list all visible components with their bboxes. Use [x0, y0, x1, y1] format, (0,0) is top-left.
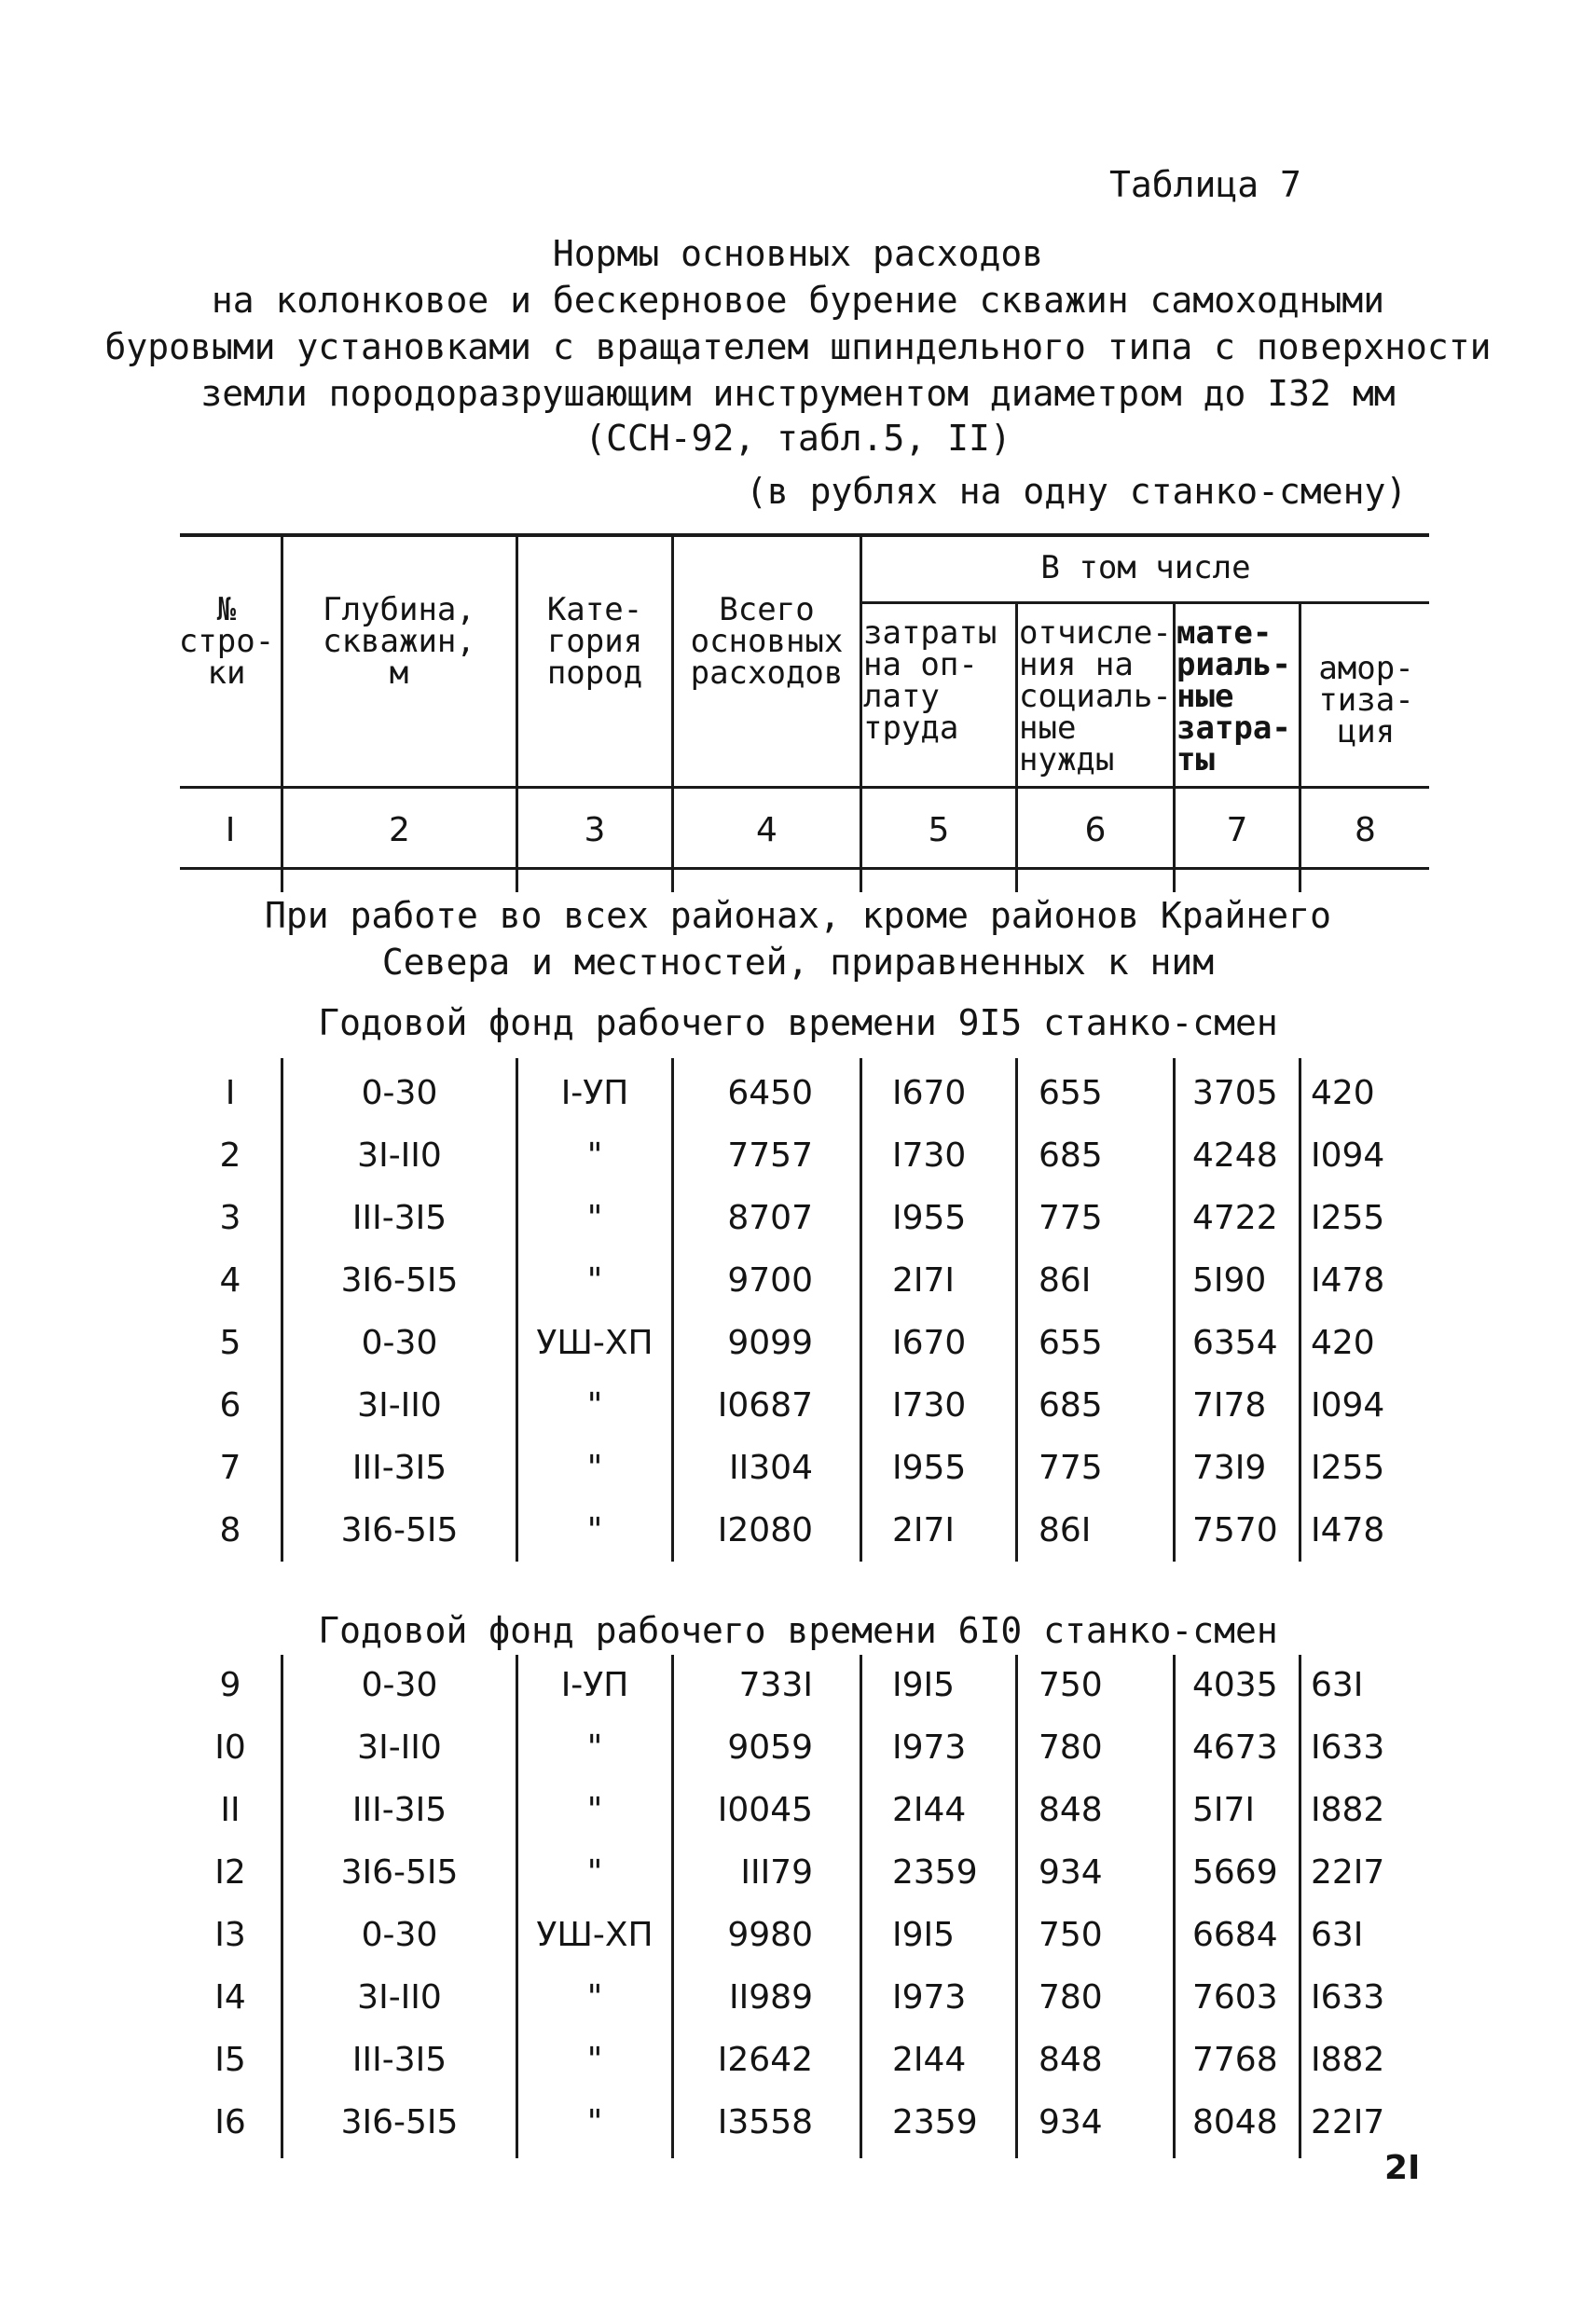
- cell-social-contributions: 750: [1039, 1916, 1103, 1954]
- cell-total-costs: 9059: [727, 1728, 813, 1767]
- cell-depth: III-3I5: [351, 2041, 447, 2079]
- cell-depreciation: I633: [1311, 1978, 1385, 2017]
- title-line-1: Нормы основных расходов: [552, 233, 1044, 274]
- col-number-7: 7: [1226, 811, 1248, 849]
- cell-social-contributions: 685: [1039, 1386, 1103, 1425]
- header-labor-costs: затраты на оп- лату труда: [863, 614, 998, 747]
- cell-social-contributions: 848: [1039, 1791, 1103, 1829]
- header-rock-category: Кате- гория пород: [546, 591, 643, 692]
- section-note-line-1: При работе во всех районах, кроме районов Крайнего: [265, 895, 1331, 936]
- cell-depreciation: I478: [1311, 1511, 1385, 1549]
- cell-rock-category: ": [586, 2103, 603, 2141]
- cell-row-number: II: [220, 1791, 241, 1829]
- cell-depreciation: 22I7: [1311, 1853, 1385, 1892]
- cell-rock-category: ": [586, 1978, 603, 2017]
- cell-row-number: I4: [214, 1978, 246, 2017]
- cell-social-contributions: 655: [1039, 1074, 1103, 1112]
- cell-depreciation: I094: [1311, 1136, 1385, 1175]
- cell-row-number: 9: [219, 1666, 241, 1704]
- cell-row-number: 5: [219, 1324, 241, 1362]
- cell-material-costs: 4035: [1192, 1666, 1278, 1704]
- cell-row-number: 8: [219, 1511, 241, 1549]
- section-note-line-2: Севера и местностей, приравненных к ним: [381, 942, 1215, 983]
- header-bottom-rule: [180, 867, 1429, 870]
- title-line-5: (ССН-92, табл.5, II): [585, 418, 1011, 459]
- cell-social-contributions: 86I: [1039, 1261, 1092, 1300]
- cell-row-number: I2: [214, 1853, 246, 1892]
- cell-total-costs: II304: [729, 1449, 813, 1487]
- cell-material-costs: 73I9: [1192, 1449, 1267, 1487]
- cell-rock-category: ": [586, 2041, 603, 2079]
- cell-total-costs: I0045: [717, 1791, 813, 1829]
- cell-total-costs: I2642: [717, 2041, 813, 2079]
- cell-social-contributions: 775: [1039, 1449, 1103, 1487]
- cell-labor-costs: 2I44: [892, 2041, 967, 2079]
- cell-row-number: 4: [219, 1261, 241, 1300]
- cell-depth: 3I-II0: [357, 1978, 442, 2017]
- cell-labor-costs: 2359: [892, 2103, 978, 2141]
- cell-row-number: I6: [214, 2103, 246, 2141]
- cell-depreciation: I882: [1311, 1791, 1385, 1829]
- cell-depreciation: 22I7: [1311, 2103, 1385, 2141]
- table-label: Таблица 7: [1109, 164, 1301, 205]
- cell-material-costs: 5I90: [1192, 1261, 1267, 1300]
- title-line-3: буровыми установками с вращателем шпиндельного типа с поверхности: [104, 326, 1492, 367]
- page-number: 2I: [1384, 2149, 1421, 2187]
- col-number-5: 5: [928, 811, 950, 849]
- cell-rock-category: ": [586, 1136, 603, 1175]
- cell-depreciation: 420: [1311, 1074, 1375, 1112]
- cell-total-costs: 9980: [727, 1916, 813, 1954]
- cell-labor-costs: I730: [892, 1136, 967, 1175]
- cell-depreciation: I255: [1311, 1199, 1385, 1237]
- cell-total-costs: 6450: [727, 1074, 813, 1112]
- cell-material-costs: 3705: [1192, 1074, 1278, 1112]
- cell-depreciation: 63I: [1311, 1666, 1364, 1704]
- cell-depth: 3I6-5I5: [340, 1511, 459, 1549]
- cell-depth: 0-30: [361, 1916, 438, 1954]
- cell-total-costs: 9099: [727, 1324, 813, 1362]
- cell-material-costs: 7I78: [1192, 1386, 1267, 1425]
- cell-material-costs: 4248: [1192, 1136, 1278, 1175]
- cell-material-costs: 4673: [1192, 1728, 1278, 1767]
- cell-labor-costs: I973: [892, 1978, 967, 2017]
- group-rule: [860, 601, 1429, 604]
- cell-material-costs: 5I7I: [1192, 1791, 1256, 1829]
- header-material-costs: мате- риаль- ные затра- ты: [1176, 614, 1291, 778]
- cell-rock-category: ": [586, 1511, 603, 1549]
- cell-total-costs: 733I: [738, 1666, 813, 1704]
- cell-depth: III-3I5: [351, 1449, 447, 1487]
- cell-row-number: 6: [219, 1386, 241, 1425]
- cell-material-costs: 7768: [1192, 2041, 1278, 2079]
- cell-depreciation: 63I: [1311, 1916, 1364, 1954]
- cell-rock-category: ": [586, 1199, 603, 1237]
- header-depth: Глубина, скважин, м: [323, 591, 475, 692]
- cell-rock-category: ": [586, 1728, 603, 1767]
- cell-depth: III-3I5: [351, 1791, 447, 1829]
- cell-social-contributions: 86I: [1039, 1511, 1092, 1549]
- header-row-number: № стро- ки: [178, 591, 275, 692]
- cell-row-number: I: [225, 1074, 236, 1112]
- cell-labor-costs: I730: [892, 1386, 967, 1425]
- col-number-4: 4: [756, 811, 777, 849]
- cell-labor-costs: 2359: [892, 1853, 978, 1892]
- cell-depreciation: I478: [1311, 1261, 1385, 1300]
- col-number-2: 2: [389, 811, 410, 849]
- header-mid-rule: [180, 786, 1429, 789]
- cell-total-costs: 7757: [727, 1136, 813, 1175]
- cell-material-costs: 7603: [1192, 1978, 1278, 2017]
- fund-heading-915: Годовой фонд рабочего времени 9I5 станко-смен: [318, 1002, 1278, 1043]
- cell-labor-costs: I9I5: [892, 1916, 956, 1954]
- cell-rock-category: ": [586, 1449, 603, 1487]
- cell-material-costs: 7570: [1192, 1511, 1278, 1549]
- cell-social-contributions: 780: [1039, 1978, 1103, 2017]
- cell-depreciation: I094: [1311, 1386, 1385, 1425]
- cell-depth: 3I-II0: [357, 1136, 442, 1175]
- cell-social-contributions: 934: [1039, 2103, 1103, 2141]
- cell-total-costs: III79: [740, 1853, 813, 1892]
- cell-row-number: 7: [219, 1449, 241, 1487]
- cell-labor-costs: 2I7I: [892, 1511, 956, 1549]
- cell-depth: 3I-II0: [357, 1386, 442, 1425]
- cell-social-contributions: 780: [1039, 1728, 1103, 1767]
- cell-depth: 3I-II0: [357, 1728, 442, 1767]
- cell-depth: III-3I5: [351, 1199, 447, 1237]
- cell-row-number: I3: [214, 1916, 246, 1954]
- cell-labor-costs: 2I44: [892, 1791, 967, 1829]
- cell-rock-category: ": [586, 1261, 603, 1300]
- cell-labor-costs: I9I5: [892, 1666, 956, 1704]
- cell-total-costs: II989: [729, 1978, 813, 2017]
- cell-total-costs: I0687: [717, 1386, 813, 1425]
- col-number-8: 8: [1355, 811, 1376, 849]
- cell-depreciation: I255: [1311, 1449, 1385, 1487]
- cell-depth: 0-30: [361, 1074, 438, 1112]
- header-top-rule: [180, 533, 1429, 537]
- cell-depth: 3I6-5I5: [340, 1853, 459, 1892]
- cell-social-contributions: 685: [1039, 1136, 1103, 1175]
- cell-depth: 0-30: [361, 1666, 438, 1704]
- cell-rock-category: ": [586, 1791, 603, 1829]
- cell-rock-category: I-УП: [560, 1074, 629, 1112]
- cell-depreciation: 420: [1311, 1324, 1375, 1362]
- header-total-costs: Всего основных расходов: [690, 591, 844, 692]
- col-number-3: 3: [584, 811, 606, 849]
- cell-row-number: 2: [219, 1136, 241, 1175]
- cell-row-number: I0: [214, 1728, 246, 1767]
- title-line-2: на колонковое и бескерновое бурение скважин самоходными: [211, 280, 1385, 321]
- header-social-contributions: отчисле- ния на социаль- ные нужды: [1019, 614, 1172, 778]
- cell-labor-costs: 2I7I: [892, 1261, 956, 1300]
- cell-row-number: I5: [214, 2041, 246, 2079]
- cell-depreciation: I882: [1311, 2041, 1385, 2079]
- cell-row-number: 3: [219, 1199, 241, 1237]
- cell-depth: 3I6-5I5: [340, 1261, 459, 1300]
- cell-material-costs: 6354: [1192, 1324, 1278, 1362]
- title-line-4: земли породоразрушающим инструментом диаметром до I32 мм: [200, 373, 1396, 414]
- cell-social-contributions: 848: [1039, 2041, 1103, 2079]
- cell-total-costs: 9700: [727, 1261, 813, 1300]
- cell-material-costs: 8048: [1192, 2103, 1278, 2141]
- cell-rock-category: I-УП: [560, 1666, 629, 1704]
- cell-total-costs: I3558: [717, 2103, 813, 2141]
- col-number-6: 6: [1084, 811, 1107, 849]
- cell-depreciation: I633: [1311, 1728, 1385, 1767]
- cell-labor-costs: I973: [892, 1728, 967, 1767]
- cell-material-costs: 5669: [1192, 1853, 1278, 1892]
- cell-material-costs: 4722: [1192, 1199, 1278, 1237]
- units-note: (в рублях на одну станко-смену): [746, 471, 1408, 512]
- cell-social-contributions: 775: [1039, 1199, 1103, 1237]
- cell-labor-costs: I955: [892, 1449, 967, 1487]
- cell-material-costs: 6684: [1192, 1916, 1278, 1954]
- cell-social-contributions: 655: [1039, 1324, 1103, 1362]
- cell-total-costs: I2080: [717, 1511, 813, 1549]
- cell-social-contributions: 750: [1039, 1666, 1103, 1704]
- header-depreciation: амор- тиза- ция: [1318, 650, 1414, 750]
- cell-total-costs: 8707: [727, 1199, 813, 1237]
- col-number-1: I: [225, 811, 236, 849]
- cell-rock-category: УШ-ХП: [536, 1324, 654, 1362]
- fund-heading-610: Годовой фонд рабочего времени 6I0 станко-смен: [318, 1610, 1278, 1651]
- cell-social-contributions: 934: [1039, 1853, 1103, 1892]
- cell-labor-costs: I955: [892, 1199, 967, 1237]
- cell-rock-category: ": [586, 1853, 603, 1892]
- cell-labor-costs: I670: [892, 1074, 967, 1112]
- cell-labor-costs: I670: [892, 1324, 967, 1362]
- header-group-including: В том числе: [1040, 549, 1251, 586]
- cell-depth: 3I6-5I5: [340, 2103, 459, 2141]
- cell-rock-category: ": [586, 1386, 603, 1425]
- cell-depth: 0-30: [361, 1324, 438, 1362]
- cell-rock-category: УШ-ХП: [536, 1916, 654, 1954]
